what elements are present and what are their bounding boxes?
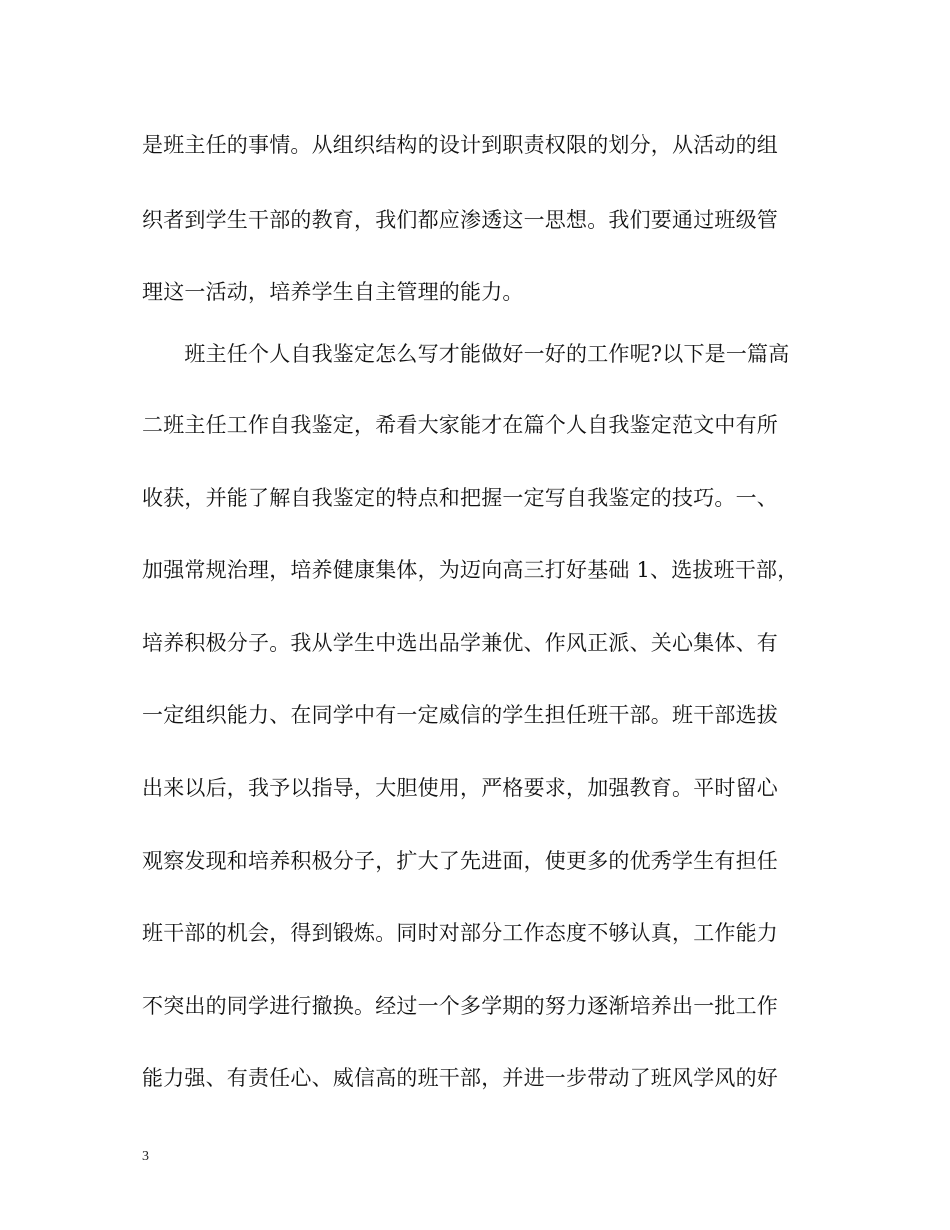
text-line: 理这一活动，培养学生自主管理的能力。 xyxy=(142,280,524,304)
text-line: 不突出的同学进行撤换。经过一个多学期的努力逐渐培养出一批工作 xyxy=(142,994,778,1018)
text-line: 是班主任的事情。从组织结构的设计到职责权限的划分，从活动的组 xyxy=(142,133,778,157)
page-number: 3 xyxy=(142,1149,149,1164)
text-line: 加强常规治理，培养健康集体，为迈向高三打好基础 1、选拔班干部， xyxy=(142,558,799,582)
text-line: 能力强、有责任心、威信高的班干部，并进一步带动了班风学风的好 xyxy=(142,1066,778,1090)
text-line: 一定组织能力、在同学中有一定威信的学生担任班干部。班干部选拔 xyxy=(142,703,778,727)
text-line: 织者到学生干部的教育，我们都应渗透这一思想。我们要通过班级管 xyxy=(142,208,778,232)
text-line: 收获，并能了解自我鉴定的特点和把握一定写自我鉴定的技巧。一、 xyxy=(142,486,778,510)
text-line: 观察发现和培养积极分子，扩大了先进面，使更多的优秀学生有担任 xyxy=(142,849,778,873)
text-line: 班主任个人自我鉴定怎么写才能做好一好的工作呢?以下是一篇高 xyxy=(142,342,790,366)
text-line: 出来以后，我予以指导，大胆使用，严格要求，加强教育。平时留心 xyxy=(142,776,778,800)
text-line: 二班主任工作自我鉴定，希看大家能才在篇个人自我鉴定范文中有所 xyxy=(142,413,778,437)
text-line: 培养积极分子。我从学生中选出品学兼优、作风正派、关心集体、有 xyxy=(142,631,778,655)
text-line: 班干部的机会，得到锻炼。同时对部分工作态度不够认真，工作能力 xyxy=(142,921,778,945)
